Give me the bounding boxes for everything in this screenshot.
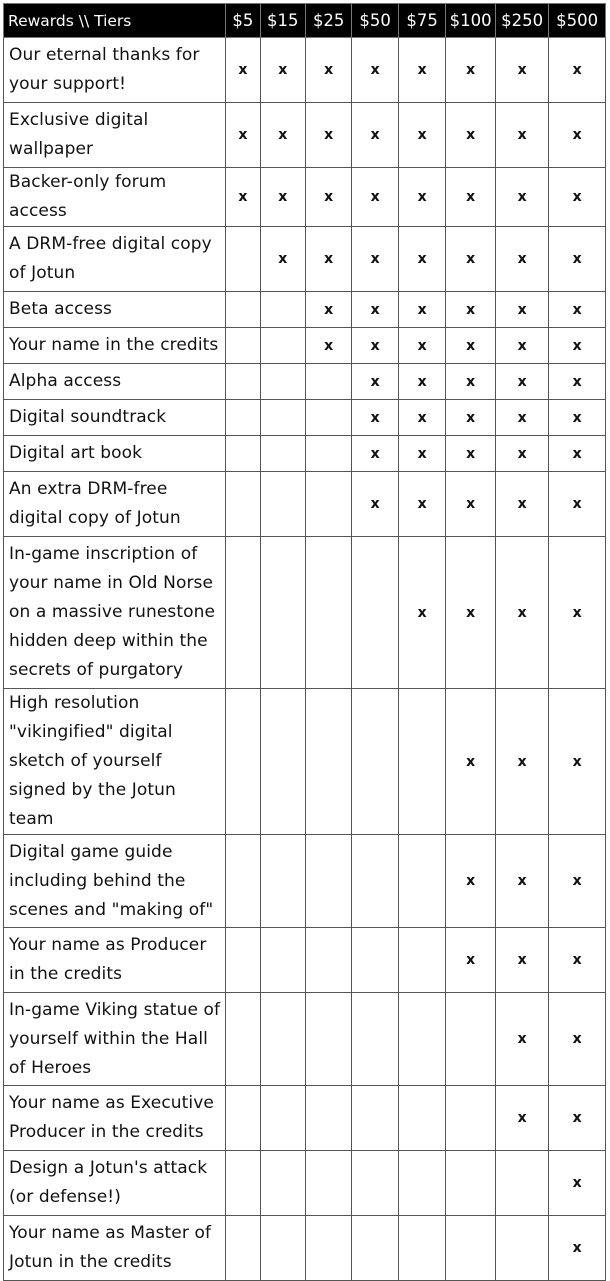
table-row — [4, 472, 606, 537]
empty-cell — [398, 689, 445, 835]
included-mark: x — [398, 537, 445, 689]
empty-cell — [260, 436, 305, 472]
included-mark: x — [549, 993, 606, 1086]
empty-cell — [260, 292, 305, 328]
empty-cell — [260, 537, 305, 689]
table-row — [4, 168, 606, 227]
reward-label: Digital soundtrack — [4, 400, 226, 436]
included-mark: x — [495, 103, 549, 168]
empty-cell — [226, 928, 260, 993]
reward-label: A DRM-free digital copy of Jotun — [4, 227, 226, 292]
empty-cell — [352, 1151, 398, 1216]
table-row — [4, 1151, 606, 1216]
included-mark: x — [398, 436, 445, 472]
included-mark: x — [446, 292, 495, 328]
empty-cell — [446, 1086, 495, 1151]
empty-cell — [260, 1216, 305, 1281]
table-body — [4, 38, 606, 1281]
included-mark: x — [446, 328, 495, 364]
included-mark: x — [446, 168, 495, 227]
included-mark: x — [305, 328, 351, 364]
reward-label: In-game inscription of your name in Old Norse on a massive runestone hidden deep within the secrets of purgatory — [4, 537, 226, 689]
included-mark: x — [260, 38, 305, 103]
reward-label: Your name as Master of Jotun in the credits — [4, 1216, 226, 1281]
table-row — [4, 1216, 606, 1281]
included-mark: x — [495, 292, 549, 328]
empty-cell — [398, 993, 445, 1086]
reward-label: Exclusive digital wallpaper — [4, 103, 226, 168]
reward-label: Beta access — [4, 292, 226, 328]
included-mark: x — [495, 227, 549, 292]
empty-cell — [352, 537, 398, 689]
included-mark: x — [446, 38, 495, 103]
included-mark: x — [549, 1151, 606, 1216]
reward-label: Your name as Executive Producer in the credits — [4, 1086, 226, 1151]
included-mark: x — [352, 472, 398, 537]
empty-cell — [226, 400, 260, 436]
included-mark: x — [398, 103, 445, 168]
empty-cell — [305, 1151, 351, 1216]
included-mark: x — [549, 364, 606, 400]
included-mark: x — [495, 436, 549, 472]
empty-cell — [226, 537, 260, 689]
empty-cell — [260, 364, 305, 400]
included-mark: x — [549, 537, 606, 689]
empty-cell — [305, 928, 351, 993]
empty-cell — [226, 1086, 260, 1151]
included-mark: x — [226, 103, 260, 168]
empty-cell — [495, 1151, 549, 1216]
included-mark: x — [305, 292, 351, 328]
empty-cell — [260, 328, 305, 364]
reward-label: Digital art book — [4, 436, 226, 472]
included-mark: x — [495, 928, 549, 993]
empty-cell — [226, 364, 260, 400]
empty-cell — [352, 689, 398, 835]
included-mark: x — [495, 472, 549, 537]
rewards-tier-table — [3, 3, 606, 1281]
empty-cell — [260, 928, 305, 993]
empty-cell — [226, 328, 260, 364]
empty-cell — [260, 1086, 305, 1151]
table-row — [4, 835, 606, 928]
empty-cell — [226, 227, 260, 292]
empty-cell — [226, 835, 260, 928]
included-mark: x — [352, 103, 398, 168]
included-mark: x — [398, 38, 445, 103]
included-mark: x — [446, 928, 495, 993]
empty-cell — [305, 689, 351, 835]
included-mark: x — [549, 38, 606, 103]
empty-cell — [398, 1216, 445, 1281]
empty-cell — [305, 835, 351, 928]
included-mark: x — [495, 537, 549, 689]
table-row — [4, 292, 606, 328]
included-mark: x — [226, 38, 260, 103]
included-mark: x — [446, 537, 495, 689]
included-mark: x — [549, 928, 606, 993]
header-row — [4, 4, 606, 38]
included-mark: x — [495, 168, 549, 227]
included-mark: x — [446, 436, 495, 472]
empty-cell — [305, 400, 351, 436]
included-mark: x — [260, 103, 305, 168]
included-mark: x — [549, 103, 606, 168]
table-row — [4, 227, 606, 292]
empty-cell — [226, 1216, 260, 1281]
included-mark: x — [352, 38, 398, 103]
included-mark: x — [398, 400, 445, 436]
included-mark: x — [495, 835, 549, 928]
included-mark: x — [549, 436, 606, 472]
empty-cell — [226, 472, 260, 537]
reward-label: High resolution "vikingified" digital sketch of yourself signed by the Jotun team — [4, 689, 226, 835]
included-mark: x — [549, 227, 606, 292]
empty-cell — [226, 993, 260, 1086]
table-row — [4, 537, 606, 689]
empty-cell — [260, 993, 305, 1086]
included-mark: x — [495, 328, 549, 364]
included-mark: x — [352, 292, 398, 328]
included-mark: x — [260, 227, 305, 292]
empty-cell — [352, 993, 398, 1086]
included-mark: x — [226, 168, 260, 227]
included-mark: x — [352, 364, 398, 400]
tier-header: $100 — [446, 4, 495, 38]
included-mark: x — [549, 400, 606, 436]
included-mark: x — [495, 993, 549, 1086]
included-mark: x — [495, 364, 549, 400]
tier-header: $500 — [549, 4, 606, 38]
included-mark: x — [398, 364, 445, 400]
tier-header: $25 — [305, 4, 351, 38]
empty-cell — [305, 993, 351, 1086]
reward-label: Your name in the credits — [4, 328, 226, 364]
empty-cell — [398, 1086, 445, 1151]
empty-cell — [352, 928, 398, 993]
table-row — [4, 689, 606, 835]
included-mark: x — [549, 689, 606, 835]
included-mark: x — [495, 38, 549, 103]
empty-cell — [398, 835, 445, 928]
tier-header: $75 — [398, 4, 445, 38]
empty-cell — [352, 1086, 398, 1151]
table-row — [4, 400, 606, 436]
included-mark: x — [549, 1086, 606, 1151]
reward-label: In-game Viking statue of yourself within the Hall of Heroes — [4, 993, 226, 1086]
table-row — [4, 436, 606, 472]
empty-cell — [305, 537, 351, 689]
empty-cell — [495, 1216, 549, 1281]
empty-cell — [226, 292, 260, 328]
empty-cell — [260, 1151, 305, 1216]
included-mark: x — [495, 1086, 549, 1151]
empty-cell — [446, 1216, 495, 1281]
table-row — [4, 364, 606, 400]
table-row — [4, 103, 606, 168]
empty-cell — [398, 1151, 445, 1216]
empty-cell — [352, 1216, 398, 1281]
tier-header: $15 — [260, 4, 305, 38]
table-row — [4, 928, 606, 993]
included-mark: x — [398, 328, 445, 364]
included-mark: x — [305, 38, 351, 103]
tier-header: $250 — [495, 4, 549, 38]
empty-cell — [260, 835, 305, 928]
reward-label: An extra DRM-free digital copy of Jotun — [4, 472, 226, 537]
included-mark: x — [305, 227, 351, 292]
empty-cell — [352, 835, 398, 928]
included-mark: x — [446, 689, 495, 835]
empty-cell — [260, 689, 305, 835]
reward-label: Alpha access — [4, 364, 226, 400]
reward-label: Design a Jotun's attack (or defense!) — [4, 1151, 226, 1216]
empty-cell — [305, 1216, 351, 1281]
table-row — [4, 1086, 606, 1151]
included-mark: x — [446, 400, 495, 436]
included-mark: x — [398, 472, 445, 537]
table-row — [4, 328, 606, 364]
included-mark: x — [398, 227, 445, 292]
included-mark: x — [495, 689, 549, 835]
included-mark: x — [549, 1216, 606, 1281]
included-mark: x — [495, 400, 549, 436]
table-row — [4, 993, 606, 1086]
included-mark: x — [446, 103, 495, 168]
corner-header: Rewards \\ Tiers — [4, 4, 226, 38]
tier-header: $50 — [352, 4, 398, 38]
reward-label: Your name as Producer in the credits — [4, 928, 226, 993]
included-mark: x — [398, 292, 445, 328]
included-mark: x — [352, 400, 398, 436]
included-mark: x — [352, 168, 398, 227]
empty-cell — [260, 400, 305, 436]
included-mark: x — [549, 835, 606, 928]
included-mark: x — [352, 227, 398, 292]
reward-label: Our eternal thanks for your support! — [4, 38, 226, 103]
empty-cell — [446, 1151, 495, 1216]
empty-cell — [446, 993, 495, 1086]
empty-cell — [305, 1086, 351, 1151]
included-mark: x — [260, 168, 305, 227]
empty-cell — [305, 364, 351, 400]
included-mark: x — [305, 103, 351, 168]
empty-cell — [226, 436, 260, 472]
included-mark: x — [549, 168, 606, 227]
empty-cell — [305, 436, 351, 472]
included-mark: x — [446, 227, 495, 292]
included-mark: x — [305, 168, 351, 227]
reward-label: Backer-only forum access — [4, 168, 226, 227]
included-mark: x — [549, 472, 606, 537]
included-mark: x — [446, 364, 495, 400]
included-mark: x — [352, 328, 398, 364]
included-mark: x — [549, 292, 606, 328]
tier-header: $5 — [226, 4, 260, 38]
empty-cell — [398, 928, 445, 993]
empty-cell — [226, 1151, 260, 1216]
empty-cell — [305, 472, 351, 537]
included-mark: x — [549, 328, 606, 364]
included-mark: x — [446, 472, 495, 537]
included-mark: x — [352, 436, 398, 472]
reward-label: Digital game guide including behind the scenes and "making of" — [4, 835, 226, 928]
empty-cell — [260, 472, 305, 537]
empty-cell — [226, 689, 260, 835]
included-mark: x — [446, 835, 495, 928]
table-row — [4, 38, 606, 103]
included-mark: x — [398, 168, 445, 227]
